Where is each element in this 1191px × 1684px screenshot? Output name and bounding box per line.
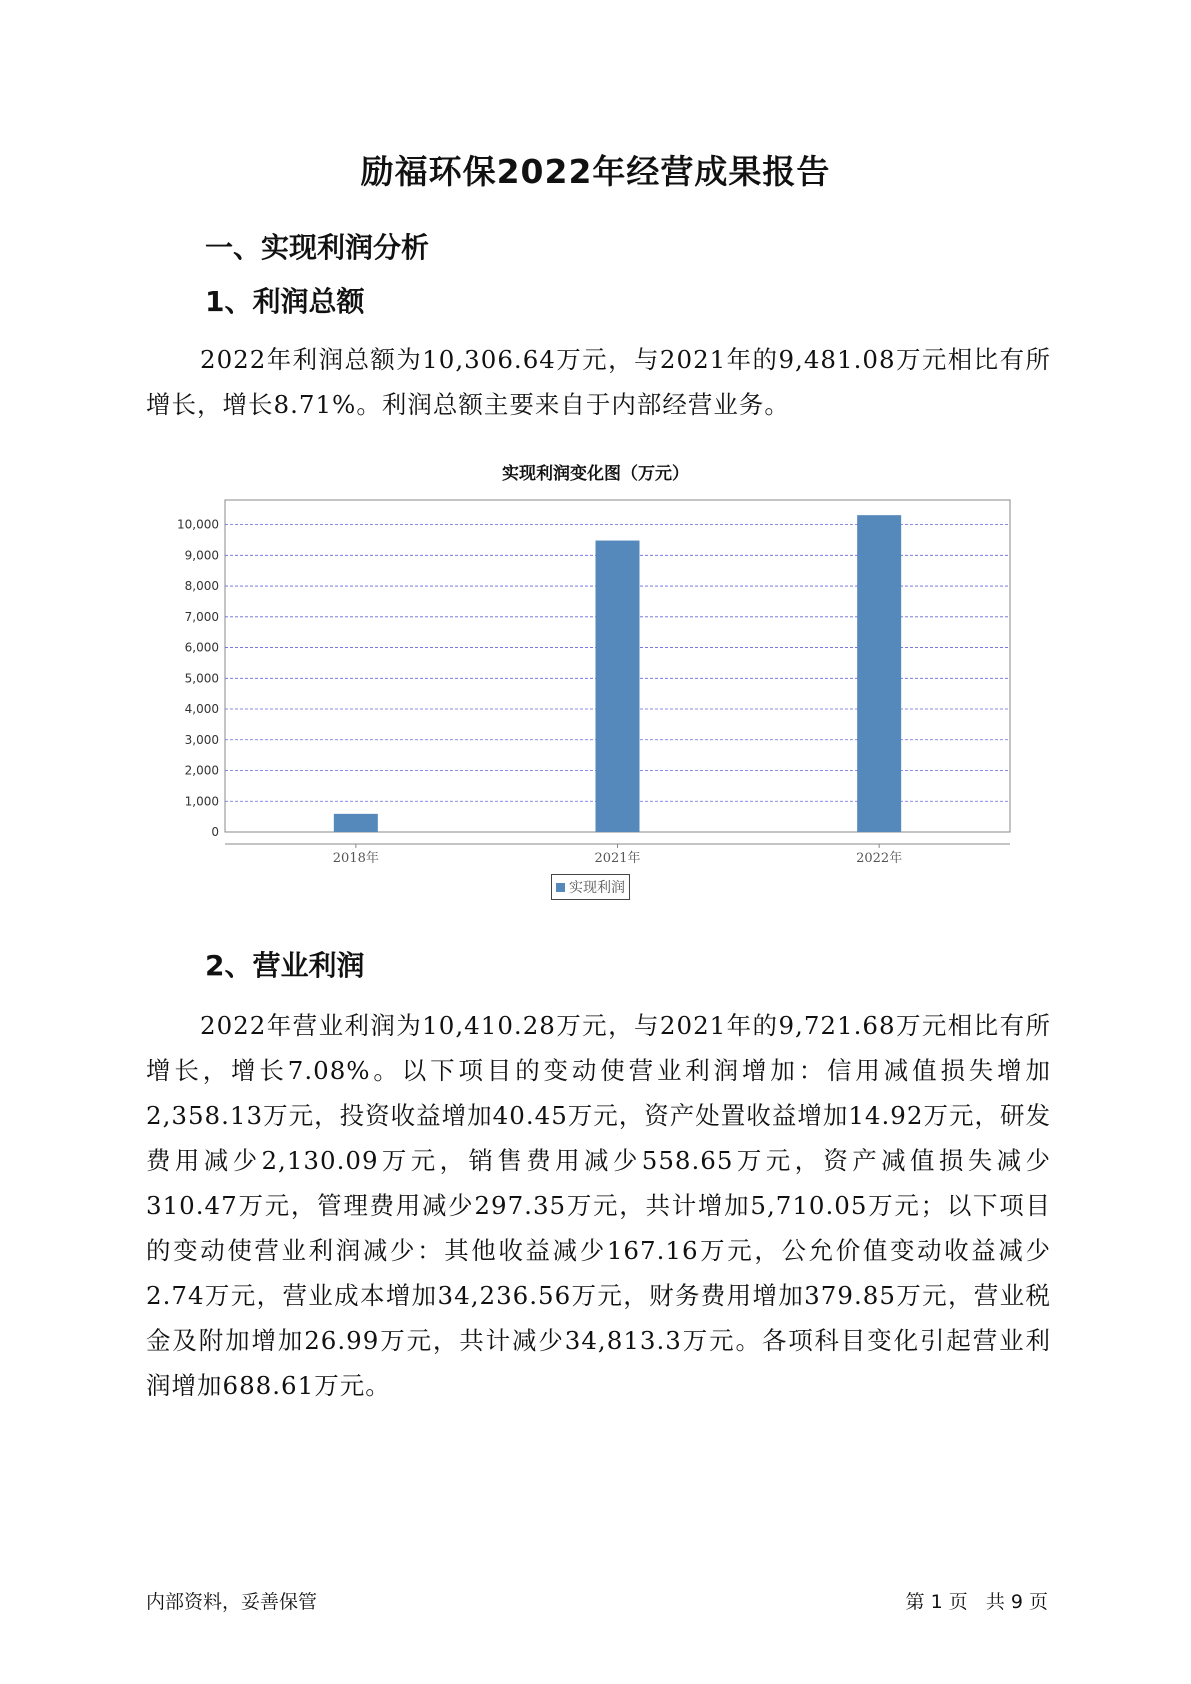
footer-confidential-note: 内部资料，妥善保管 bbox=[146, 1591, 318, 1613]
x-tick-label: 2021年 bbox=[594, 851, 641, 866]
bar-2022年 bbox=[857, 515, 901, 832]
y-tick-label: 3,000 bbox=[184, 732, 219, 747]
profit-bar-chart bbox=[150, 485, 1020, 875]
bar-2018年 bbox=[334, 814, 378, 832]
chart-legend bbox=[551, 874, 630, 900]
y-tick-label: 1,000 bbox=[184, 794, 219, 809]
y-tick-label: 0 bbox=[211, 825, 219, 839]
y-tick-label: 7,000 bbox=[184, 609, 219, 624]
footer-page-number: 第 1 页 共 9 页 bbox=[905, 1591, 1048, 1613]
y-tick-label: 2,000 bbox=[184, 763, 219, 778]
y-tick-label: 4,000 bbox=[184, 702, 219, 717]
legend-swatch bbox=[556, 883, 565, 892]
section-heading-profit-analysis: 一、实现利润分析 bbox=[205, 231, 430, 264]
bar-2021年 bbox=[596, 541, 640, 832]
y-tick-label: 6,000 bbox=[184, 640, 219, 655]
subheading-total-profit: 1、利润总额 bbox=[205, 285, 365, 318]
page-title: 励福环保2022年经营成果报告 bbox=[360, 152, 831, 191]
legend-label: 实现利润 bbox=[569, 880, 625, 896]
paragraph-total-profit: 2022年利润总额为10,306.64万元，与2021年的9,481.08万元相比有所增长，增长8.71%。利润总额主要来自于内部经营业务。 bbox=[146, 345, 1051, 419]
subheading-operating-profit: 2、营业利润 bbox=[205, 949, 365, 982]
y-tick-label: 8,000 bbox=[184, 579, 219, 594]
x-tick-label: 2018年 bbox=[332, 851, 379, 866]
paragraph-operating-profit: 2022年营业利润为10,410.28万元，与2021年的9,721.68万元相比有所增长，增长7.08%。以下项目的变动使营业利润增加：信用减值损失增加2,358.13万元，投资收益增加40.45万元，资产处置收益增加14.92万元，研发费用减少2,130.09万元，销售费用减少558.65万元，资产减值损失减少310.47万元，管理费用减少297.35万元，共计增加5,710.05万元；以下项目的变动使营业利润减少：其他收益减少167.16万元，公允价值变动收益减少2.74万元，营业成本增加34,236.56万元，财务费用增加379.85万元，营业税金及附加增加26.99万元，共计减少34,813.3万元。各项科目变化引起营业利润增加688.61万元。 bbox=[146, 1011, 1051, 1400]
x-tick-label: 2022年 bbox=[856, 851, 903, 866]
y-tick-label: 10,000 bbox=[177, 517, 219, 532]
y-tick-label: 9,000 bbox=[184, 548, 219, 563]
chart-title: 实现利润变化图（万元） bbox=[502, 464, 689, 484]
y-tick-label: 5,000 bbox=[184, 671, 219, 686]
